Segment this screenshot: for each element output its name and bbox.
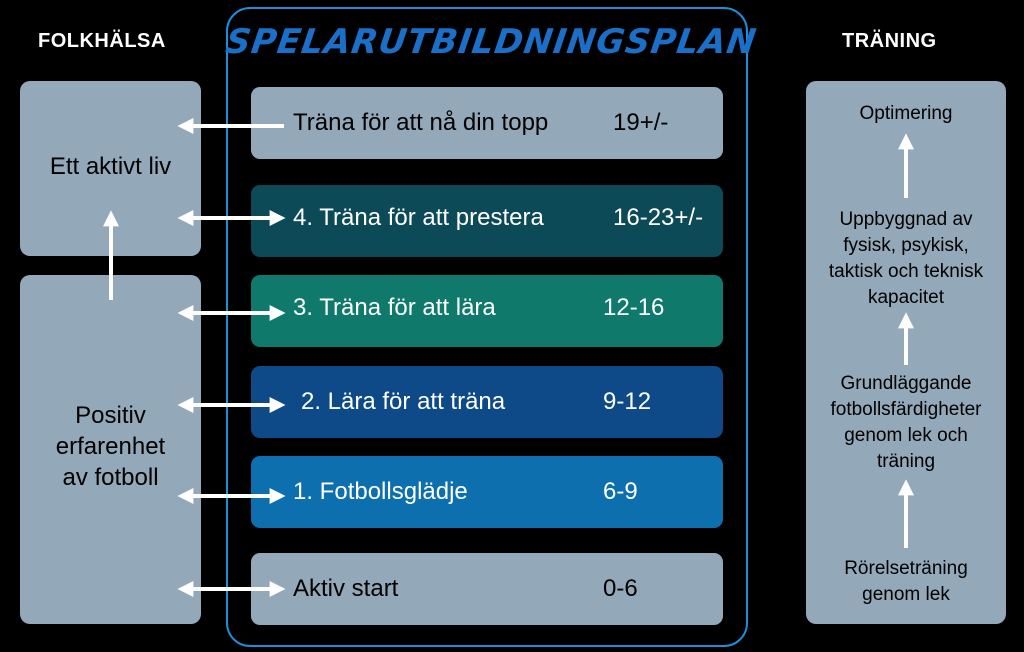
right-item-line: Rörelseträning [844,558,968,579]
right-item-line: fotbollsfärdigheter [830,399,982,420]
stage-label: 3. Träna för att lära [293,294,496,321]
stage-label: Aktiv start [293,575,399,602]
folkhalsa-header: FOLKHÄLSA [38,30,166,52]
right-item-line: Grundläggande [840,373,972,394]
stage-label: 4. Träna för att prestera [293,204,544,231]
stage-label: Träna för att nå din topp [293,109,549,136]
right-item-line: genom lek och [844,425,968,446]
right-item-line: taktisk och teknisk [828,261,984,282]
traning-header: TRÄNING [842,30,937,52]
right-item-line: träning [876,451,936,472]
plan-title: SPELARUTBILDNINGSPLAN [223,22,760,62]
active-life-label: Ett aktivt liv [49,153,172,180]
right-item-line: Optimering [859,103,953,124]
right-item-line: Uppbyggnad av [839,209,973,230]
stage-age: 16-23+/- [613,204,704,231]
right-item-line: kapacitet [867,287,945,308]
stage-age: 6-9 [603,478,638,505]
stage-age: 12-16 [603,294,665,321]
right-item-line: fysisk, psykisk, [843,235,969,256]
stage-age: 9-12 [603,388,652,415]
stage-label: 1. Fotbollsglädje [293,478,468,505]
positive-experience-line: av fotboll [62,464,159,491]
stage-age: 0-6 [603,575,638,602]
right-item-line: genom lek [862,584,950,605]
positive-experience-line: Positiv [75,402,146,429]
stage-age: 19+/- [613,109,669,136]
positive-experience-line: erfarenhet [55,433,166,460]
stage-label: 2. Lära för att träna [301,388,506,415]
